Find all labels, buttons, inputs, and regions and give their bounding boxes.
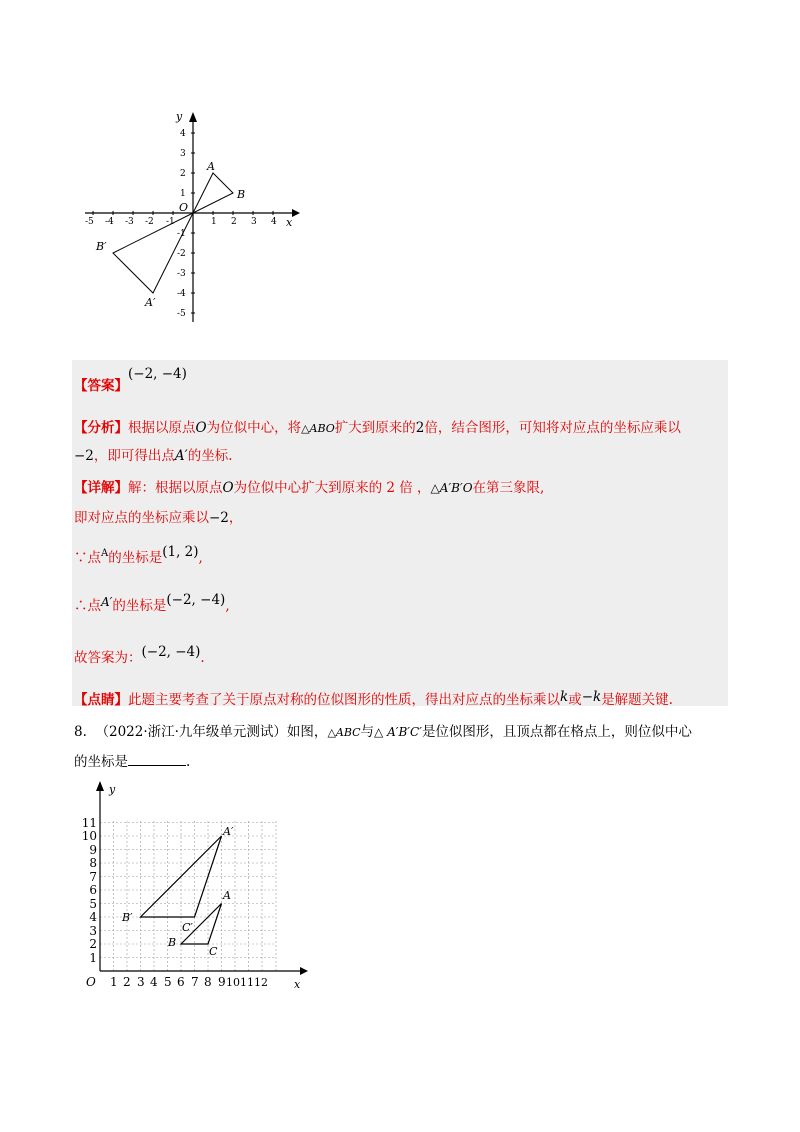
x-tick: 11 bbox=[240, 976, 254, 989]
final-answer: (−2, −4) bbox=[141, 644, 201, 660]
point-label-b: B bbox=[168, 936, 177, 949]
point-label-b: B bbox=[237, 188, 246, 201]
question-number: 8. bbox=[74, 724, 87, 740]
point-label-b-prime: B′ bbox=[96, 240, 107, 253]
y-tick: -3 bbox=[177, 269, 186, 279]
y-tick: 10 bbox=[81, 829, 97, 843]
analysis-text: 的坐标. bbox=[187, 448, 233, 464]
point-a-prime: A′ bbox=[174, 448, 188, 464]
triangle-a-prime-b-prime-o-label: △A′B′O bbox=[430, 481, 473, 495]
y-axis-label: y bbox=[109, 783, 116, 796]
number-two: 2 bbox=[415, 420, 425, 436]
y-tick: 3 bbox=[89, 924, 97, 938]
var-k: k bbox=[560, 689, 569, 705]
analysis-line-1 bbox=[74, 416, 681, 436]
y-tick: 2 bbox=[180, 169, 186, 179]
x-tick: -2 bbox=[145, 217, 154, 227]
point-label-a-prime: A′ bbox=[223, 825, 234, 838]
x-tick: 4 bbox=[150, 975, 158, 989]
analysis-tag: 【分析】 bbox=[74, 420, 128, 436]
grid-lines bbox=[100, 819, 276, 971]
y-tick: 4 bbox=[180, 129, 186, 139]
detail-line-2 bbox=[74, 506, 242, 526]
x-tick: 10 bbox=[226, 976, 240, 989]
y-tick: 5 bbox=[89, 897, 97, 911]
analysis-line-2 bbox=[74, 444, 233, 464]
analysis-text: 倍，结合图形，可知将对应点的坐标应乘以 bbox=[424, 420, 681, 436]
point-label-c: C bbox=[209, 945, 218, 958]
point-o: O bbox=[222, 480, 234, 496]
detail-text: . bbox=[200, 650, 205, 666]
x-tick: 3 bbox=[137, 975, 145, 989]
detail-text: 的坐标是 bbox=[112, 598, 167, 614]
remark-line bbox=[74, 688, 673, 708]
x-tick: 1 bbox=[110, 975, 118, 989]
remark-text: 是解题关键. bbox=[601, 692, 673, 708]
y-tick: 8 bbox=[89, 856, 97, 870]
answer-blank[interactable] bbox=[128, 753, 186, 766]
y-tick: 7 bbox=[89, 870, 97, 884]
x-tick: 3 bbox=[251, 217, 257, 227]
triangle-abo-label: △ABO bbox=[301, 422, 335, 435]
analysis-text: ，即可得出点 bbox=[93, 448, 175, 464]
number-neg-two: −2 bbox=[209, 510, 229, 526]
answer-line bbox=[74, 366, 187, 394]
answer-tag: 【答案】 bbox=[74, 378, 128, 394]
y-tick: -2 bbox=[177, 249, 186, 259]
question-text: . bbox=[186, 754, 191, 770]
y-tick-labels bbox=[177, 129, 189, 319]
y-tick: -1 bbox=[177, 229, 186, 239]
question-text: （2022·浙江·九年级单元测试）如图， bbox=[95, 724, 328, 740]
y-tick: 11 bbox=[81, 816, 97, 830]
question-8-line-1 bbox=[74, 720, 692, 740]
analysis-text: 扩大到原来的 bbox=[334, 420, 416, 436]
y-tick: 4 bbox=[89, 910, 97, 924]
y-axis-arrow bbox=[96, 781, 104, 791]
x-tick-labels bbox=[110, 975, 268, 989]
origin-label: O bbox=[86, 975, 96, 989]
remark-text: 或 bbox=[568, 692, 582, 708]
x-tick: 5 bbox=[164, 975, 172, 989]
coord-a: (1, 2) bbox=[162, 544, 199, 560]
question-8-line-2 bbox=[74, 750, 190, 770]
remark-tag: 【点睛】 bbox=[74, 692, 128, 708]
detail-text: 即对应点的坐标应乘以 bbox=[74, 510, 209, 526]
y-tick: 9 bbox=[89, 843, 97, 857]
x-tick: 7 bbox=[191, 975, 199, 989]
point-label-c-prime: C′ bbox=[182, 921, 193, 934]
x-axis-arrow bbox=[300, 967, 308, 975]
remark-text: 此题主要考查了关于原点对称的位似图形的性质，得出对应点的坐标乘以 bbox=[128, 692, 560, 708]
detail-text: 的坐标是 bbox=[108, 550, 163, 566]
number-neg-two: −2 bbox=[74, 448, 94, 464]
detail-text: 解：根据以原点 bbox=[128, 480, 223, 496]
detail-text: ， bbox=[228, 510, 243, 526]
grid-figure-2 bbox=[78, 775, 314, 995]
point-o: O bbox=[195, 420, 207, 436]
point-label-b-prime: B′ bbox=[122, 911, 133, 924]
x-tick: 6 bbox=[177, 975, 185, 989]
x-tick: 12 bbox=[254, 976, 268, 989]
answer-value: (−2, −4) bbox=[128, 366, 187, 382]
analysis-text: 为位似中心，将 bbox=[206, 420, 302, 436]
detail-line-1 bbox=[74, 476, 544, 496]
detail-text: , bbox=[198, 550, 203, 566]
triangle-a-prime-b-prime-c-prime-label: △ A′B′C′ bbox=[374, 725, 422, 739]
analysis-text: 根据以原点 bbox=[128, 420, 196, 436]
y-tick: 2 bbox=[89, 937, 97, 951]
x-tick: 8 bbox=[204, 975, 212, 989]
y-axis-arrow bbox=[189, 112, 197, 122]
x-axis-label: x bbox=[286, 216, 293, 229]
x-tick: -5 bbox=[85, 217, 94, 227]
origin-label: O bbox=[179, 201, 189, 214]
detail-text: ∵点 bbox=[74, 550, 101, 566]
point-a: A bbox=[101, 548, 109, 559]
y-axis-label: y bbox=[176, 110, 183, 123]
coord-a-prime: (−2, −4) bbox=[166, 592, 226, 608]
x-tick: 1 bbox=[211, 217, 217, 227]
x-tick: -3 bbox=[125, 217, 134, 227]
point-a-prime: A′ bbox=[101, 595, 113, 609]
detail-text: 故答案为： bbox=[74, 650, 142, 666]
question-text: 的坐标是 bbox=[74, 754, 128, 770]
point-label-a-prime: A′ bbox=[145, 296, 156, 309]
x-tick: 4 bbox=[271, 217, 277, 227]
detail-line-4 bbox=[74, 592, 230, 614]
question-text: 与 bbox=[360, 724, 375, 740]
y-tick-labels bbox=[82, 816, 98, 965]
point-label-a: A bbox=[223, 889, 231, 902]
triangle-abo bbox=[193, 173, 233, 213]
detail-tag: 【详解】 bbox=[74, 480, 128, 496]
triangle-abc-label: △ABC bbox=[327, 726, 361, 739]
x-tick: 2 bbox=[231, 217, 237, 227]
y-tick: 1 bbox=[89, 951, 97, 965]
x-tick: 2 bbox=[123, 975, 131, 989]
detail-text: 为位似中心扩大到原来的 2 倍 ， bbox=[233, 480, 431, 496]
y-tick: -4 bbox=[177, 289, 186, 299]
detail-text: , bbox=[225, 598, 230, 614]
x-tick: -4 bbox=[105, 217, 114, 227]
detail-text: ∴点 bbox=[74, 598, 101, 614]
x-axis-arrow bbox=[292, 209, 300, 217]
detail-line-5 bbox=[74, 644, 205, 666]
var-neg-k: −k bbox=[581, 689, 602, 705]
point-label-a: A bbox=[207, 160, 215, 173]
y-tick: 3 bbox=[180, 149, 186, 159]
y-tick: 6 bbox=[89, 883, 97, 897]
y-tick: 1 bbox=[180, 189, 186, 199]
x-axis-label: x bbox=[294, 978, 301, 991]
x-tick: -1 bbox=[166, 217, 175, 227]
detail-line-3 bbox=[74, 544, 203, 566]
question-text: 是位似图形，且顶点都在格点上，则位似中心 bbox=[421, 724, 692, 740]
detail-text: 在第三象限, bbox=[472, 480, 545, 496]
x-tick: 9 bbox=[218, 975, 226, 989]
coordinate-figure-1 bbox=[80, 100, 310, 330]
y-tick: -5 bbox=[177, 309, 186, 319]
